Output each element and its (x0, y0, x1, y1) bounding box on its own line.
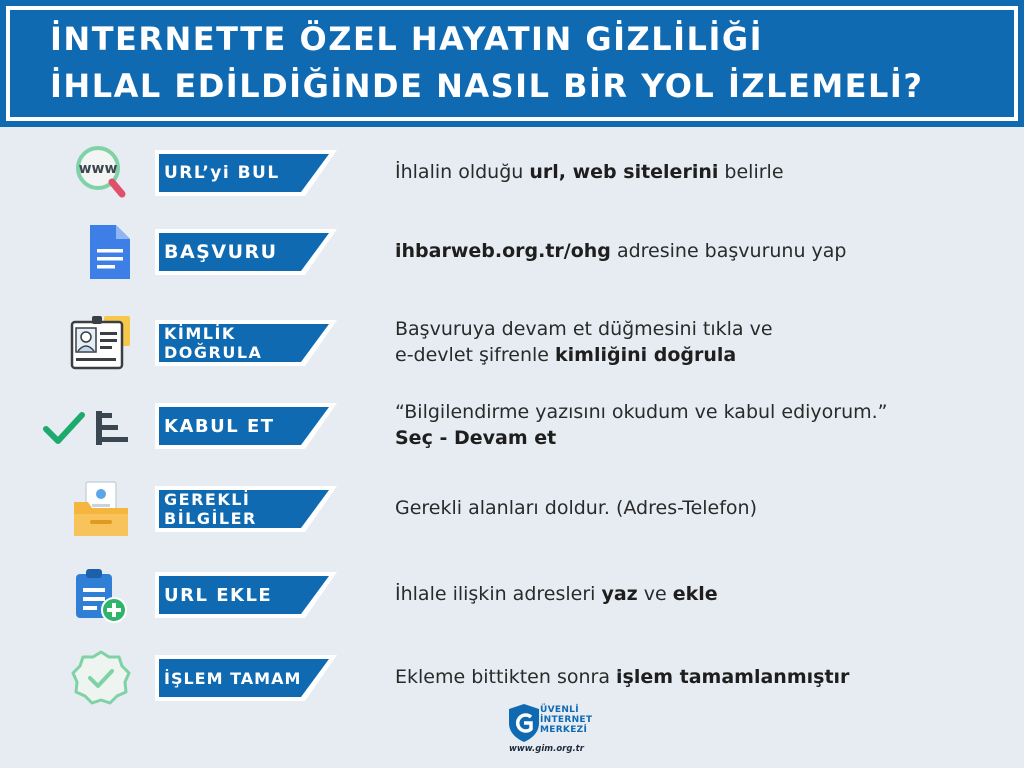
description-bold-text: ihbarweb.org.tr/ohg (395, 240, 611, 262)
description-text: İhlalin olduğu (395, 161, 530, 183)
description-line (395, 495, 995, 521)
description-text: belirle (718, 161, 784, 183)
step-description (395, 558, 995, 630)
step-verify-identity (0, 306, 1024, 378)
step-label-complete (155, 649, 341, 707)
verified-badge-icon (66, 649, 136, 707)
description-line (395, 425, 995, 451)
step-add-url (0, 558, 1024, 630)
document-icon (66, 223, 136, 281)
step-label-accept (155, 397, 341, 455)
clipboard-add-icon (66, 566, 136, 624)
description-line (395, 238, 995, 264)
step-label-text: URL EKLE (164, 584, 273, 606)
description-line (395, 159, 995, 185)
description-bold-text: url, web sitelerini (529, 161, 719, 183)
logo-wordmark (540, 705, 592, 735)
step-description (395, 472, 995, 544)
shield-g-icon (507, 703, 541, 743)
description-text: Başvuruya devam et düğmesini tıkla ve (395, 318, 773, 340)
step-label-text: BAŞVURU (164, 240, 278, 263)
step-description (395, 389, 995, 461)
step-label-text: GEREKLİ (164, 490, 251, 509)
step-label-verify-identity (155, 314, 341, 372)
step-description (395, 215, 995, 287)
description-text: e-devlet şifrenle (395, 344, 555, 366)
description-text: ve (637, 583, 673, 605)
folder-profile-icon (66, 480, 136, 538)
description-bold-text: Seç - Devam et (395, 427, 557, 449)
description-bold-text: yaz (601, 583, 638, 605)
header-banner (0, 0, 1024, 127)
logo-word: MERKEZİ (540, 725, 588, 735)
step-label-text: KİMLİK (164, 324, 236, 343)
step-label-find-url (155, 144, 341, 202)
logo-url: www.gim.org.tr (509, 744, 584, 754)
logo-word: İNTERNET (540, 715, 593, 725)
step-label-text: BİLGİLER (164, 509, 257, 528)
gim-logo (507, 703, 597, 763)
description-line (395, 664, 995, 690)
description-line (395, 581, 995, 607)
step-label-text: İŞLEM TAMAM (164, 668, 302, 688)
step-label-required-info (155, 480, 341, 538)
description-bold-text: işlem tamamlanmıştır (616, 666, 850, 688)
svg-text:www: www (78, 161, 118, 177)
description-text: Ekleme bittikten sonra (395, 666, 617, 688)
page-title-line-1: İNTERNETTE ÖZEL HAYATIN GİZLİLİĞİ (50, 20, 764, 58)
step-description (395, 641, 995, 713)
description-line (395, 342, 995, 368)
step-description (395, 136, 995, 208)
description-text: “Bilgilendirme yazısını okudum ve kabul ediyorum.” (395, 401, 888, 423)
page-title-line-2: İHLAL EDİLDİĞİNDE NASIL BİR YOL İZLEMELİ? (50, 67, 924, 105)
step-label-text: KABUL ET (164, 415, 275, 437)
logo-word: ÜVENLİ (540, 705, 579, 715)
description-line (395, 316, 995, 342)
step-label-text: DOĞRULA (164, 343, 263, 362)
checkmark-list-icon (42, 397, 138, 455)
description-text: Gerekli alanları doldur. (Adres-Telefon) (395, 497, 758, 519)
description-text: İhlale ilişkin adresleri (395, 583, 602, 605)
description-bold-text: kimliğini doğrula (555, 344, 737, 366)
description-line (395, 399, 995, 425)
description-bold-text: ekle (672, 583, 718, 605)
www-search-icon (66, 144, 136, 202)
step-description (395, 306, 995, 378)
step-required-info (0, 472, 1024, 544)
step-application (0, 215, 1024, 287)
id-card-icon (66, 314, 136, 372)
step-label-add-url (155, 566, 341, 624)
description-text: adresine başvurunu yap (610, 240, 847, 262)
step-find-url (0, 136, 1024, 208)
step-label-text: URL’yi BUL (164, 162, 280, 183)
step-label-application (155, 223, 341, 281)
step-accept (0, 389, 1024, 461)
